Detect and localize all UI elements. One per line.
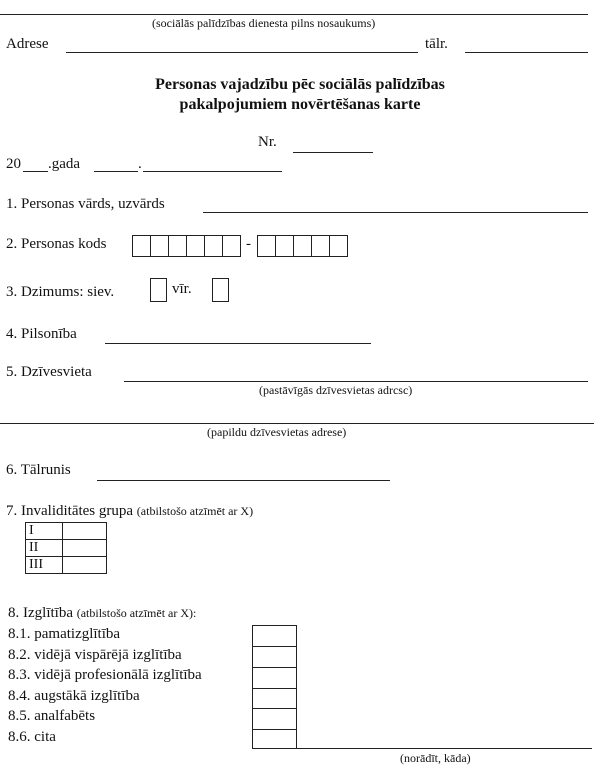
education-checkbox[interactable]	[252, 729, 297, 749]
education-checkbox[interactable]	[252, 688, 297, 709]
date-dot: .	[138, 156, 142, 172]
education-checkbox[interactable]	[252, 625, 297, 646]
residence-label: 5. Dzīvesvieta	[6, 364, 92, 380]
education-hint: (atbilstošo atzīmēt ar X):	[76, 606, 197, 620]
disability-group-mark[interactable]	[63, 540, 107, 557]
education-other-line[interactable]	[252, 748, 592, 749]
year-line[interactable]	[23, 171, 48, 172]
education-other-caption: (norādīt, kāda)	[400, 751, 471, 765]
disability-group-label: II	[26, 540, 63, 557]
code-digit-box[interactable]	[133, 236, 151, 256]
service-name-caption: (sociālās palīdzības dienesta pilns nosaukums)	[152, 16, 376, 30]
education-checkbox[interactable]	[252, 646, 297, 667]
number-line[interactable]	[293, 152, 373, 153]
code-digit-box[interactable]	[151, 236, 169, 256]
gender-male-label: vīr.	[172, 281, 192, 297]
education-label	[8, 605, 196, 622]
table-row	[26, 540, 107, 557]
education-option: 8.6. cita	[8, 729, 56, 745]
disability-group-mark[interactable]	[63, 557, 107, 574]
phone-header-label: tālr.	[425, 36, 448, 52]
code-separator: -	[246, 236, 251, 252]
gender-female-checkbox[interactable]	[150, 278, 167, 302]
code-digit-box[interactable]	[187, 236, 205, 256]
residence-caption: (pastāvīgās dzīvesvietas adrcsc)	[259, 383, 413, 397]
code-digit-box[interactable]	[312, 236, 330, 256]
citizenship-label: 4. Pilsonība	[6, 326, 77, 342]
disability-label	[6, 503, 253, 520]
address-label: Adrese	[6, 36, 49, 52]
year-prefix: 20	[6, 156, 21, 172]
code-digit-box[interactable]	[294, 236, 312, 256]
extra-residence-line[interactable]	[0, 423, 594, 424]
code-digit-box[interactable]	[205, 236, 223, 256]
form-title-line2: pakalpojumiem novērtēšanas karte	[179, 96, 421, 113]
name-line[interactable]	[203, 212, 588, 213]
education-option: 8.2. vidējā vispārējā izglītība	[8, 647, 182, 663]
education-checkbox[interactable]	[252, 667, 297, 688]
code-digit-box[interactable]	[330, 236, 347, 256]
disability-group-label: III	[26, 557, 63, 574]
education-option: 8.3. vidējā profesionālā izglītība	[8, 667, 202, 683]
education-option: 8.5. analfabēts	[8, 708, 96, 724]
disability-group-table	[25, 522, 107, 574]
disability-hint: (atbilstošo atzīmēt ar X)	[136, 504, 254, 518]
code-digit-box[interactable]	[276, 236, 294, 256]
form-title-line1: Personas vajadzību pēc sociālās palīdzības	[155, 76, 445, 93]
phone-label: 6. Tālrunis	[6, 462, 71, 478]
code-digit-box[interactable]	[258, 236, 276, 256]
code-digit-box[interactable]	[223, 236, 240, 256]
service-name-line[interactable]	[0, 14, 588, 15]
table-row	[26, 523, 107, 540]
disability-title: 7. Invaliditātes grupa	[6, 503, 134, 519]
address-line[interactable]	[66, 52, 418, 53]
personal-code-label: 2. Personas kods	[6, 236, 107, 252]
personal-code-part1[interactable]	[132, 235, 241, 257]
disability-group-mark[interactable]	[63, 523, 107, 540]
education-option: 8.4. augstākā izglītība	[8, 688, 140, 704]
extra-residence-caption: (papildu dzīvesvietas adrese)	[207, 425, 347, 439]
month-line[interactable]	[143, 171, 282, 172]
table-row	[26, 557, 107, 574]
personal-code-part2[interactable]	[257, 235, 348, 257]
year-suffix: .gada	[48, 156, 81, 172]
number-label: Nr.	[258, 134, 277, 150]
citizenship-line[interactable]	[105, 343, 371, 344]
education-checkbox[interactable]	[252, 708, 297, 729]
education-title: 8. Izglītība	[8, 605, 73, 621]
education-option: 8.1. pamatizglītība	[8, 626, 121, 642]
gender-label: 3. Dzimums: siev.	[6, 284, 115, 300]
residence-line[interactable]	[124, 381, 588, 382]
phone-header-line[interactable]	[465, 52, 588, 53]
code-digit-box[interactable]	[169, 236, 187, 256]
phone-line[interactable]	[97, 480, 390, 481]
name-label: 1. Personas vārds, uzvārds	[6, 196, 165, 212]
disability-group-label: I	[26, 523, 63, 540]
gender-male-checkbox[interactable]	[212, 278, 229, 302]
day-line[interactable]	[94, 171, 138, 172]
